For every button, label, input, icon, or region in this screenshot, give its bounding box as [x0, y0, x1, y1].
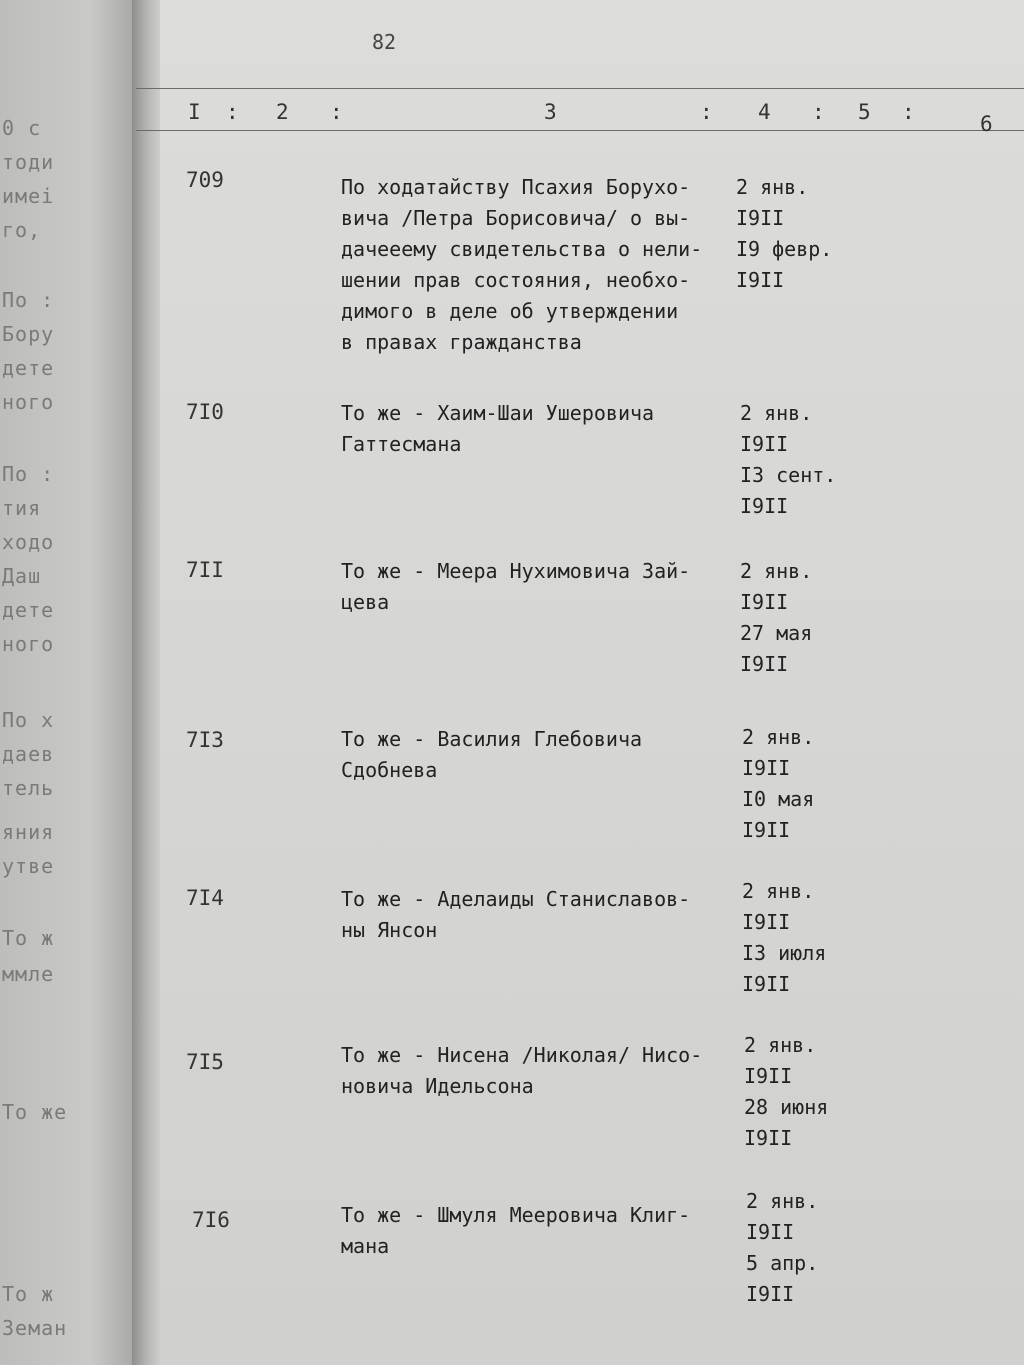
column-separator: : [812, 100, 825, 124]
column-header-1: I [188, 100, 201, 124]
record-number: 7I5 [186, 1050, 224, 1074]
left-page-fragment: То ж [2, 1282, 55, 1306]
record-dates: 2 янв. I9II 27 мая I9II [740, 559, 813, 676]
left-page-fragment: То ж [2, 926, 55, 950]
left-page-fragment: ммле [2, 962, 55, 986]
record-description: То же - Меера Нухимовича Зай- цева [341, 559, 691, 614]
column-header-5: 5 [858, 100, 871, 124]
left-page-fragment: дете [2, 356, 55, 380]
left-page-fragment: имеі [2, 184, 55, 208]
record-dates: 2 янв. I9II I0 мая I9II [742, 725, 815, 842]
left-page-fragment: яния [2, 820, 55, 844]
left-page-fragment: 0 с [2, 116, 42, 140]
column-header-2: 2 [276, 100, 289, 124]
column-separator: : [330, 100, 343, 124]
header-bottom-rule [136, 130, 1024, 131]
column-separator: : [902, 100, 915, 124]
left-page-fragment: Даш [2, 564, 42, 588]
left-page-fragment: дете [2, 598, 55, 622]
book-gutter [132, 0, 162, 1365]
record-number: 7I4 [186, 886, 224, 910]
page-number: 82 [372, 30, 397, 54]
record-dates: 2 янв. I9II I3 сент. I9II [740, 401, 837, 518]
previous-page-edge [0, 0, 150, 1365]
record-description: То же - Аделаиды Станиславов- ны Янсон [341, 887, 691, 942]
left-page-fragment: тель [2, 776, 55, 800]
record-description: То же - Нисена /Николая/ Нисо- новича Идельсона [341, 1043, 703, 1098]
column-separator: : [700, 100, 713, 124]
record-number: 7II [186, 558, 224, 582]
record-dates: 2 янв. I9II I9 февр. I9II [736, 175, 833, 292]
left-page-fragment: тоди [2, 150, 55, 174]
record-number: 7I3 [186, 728, 224, 752]
record-number: 7I6 [192, 1208, 230, 1232]
left-page-fragment: ходо [2, 530, 55, 554]
record-dates: 2 янв. I9II I3 июля I9II [742, 879, 827, 996]
left-page-fragment: даев [2, 742, 55, 766]
left-page-fragment: По х [2, 708, 55, 732]
record-number: 7I0 [186, 400, 224, 424]
left-page-fragment: Бору [2, 322, 55, 346]
record-dates: 2 янв. I9II 5 апр. I9II [746, 1189, 819, 1306]
column-header-6: 6 [980, 112, 993, 136]
left-page-fragment: То же [2, 1100, 68, 1124]
record-description: То же - Василия Глебовича Сдобнева [341, 727, 643, 782]
header-top-rule [136, 88, 1024, 89]
column-separator: : [226, 100, 239, 124]
record-number: 709 [186, 168, 224, 192]
record-description: По ходатайству Псахия Борухо- вича /Петра Борисовича/ о вы- дачееему свидетельства о нели- шении прав состояния, необхо- димого в деле об утверждении в правах гражданства [341, 175, 703, 354]
left-page-fragment: ного [2, 390, 55, 414]
left-page-fragment: утве [2, 854, 55, 878]
record-dates: 2 янв. I9II 28 июня I9II [744, 1033, 829, 1150]
column-header-3: 3 [544, 100, 557, 124]
left-page-fragment: ного [2, 632, 55, 656]
left-page-fragment: По : [2, 288, 55, 312]
left-page-fragment: По : [2, 462, 55, 486]
left-page-fragment: Земан [2, 1316, 68, 1340]
left-page-fragment: тия [2, 496, 42, 520]
column-header-4: 4 [758, 100, 771, 124]
record-description: То же - Хаим-Шаи Ушеровича Гаттесмана [341, 401, 655, 456]
left-page-fragment: го, [2, 218, 42, 242]
record-description: То же - Шмуля Мееровича Клиг- мана [341, 1203, 691, 1258]
